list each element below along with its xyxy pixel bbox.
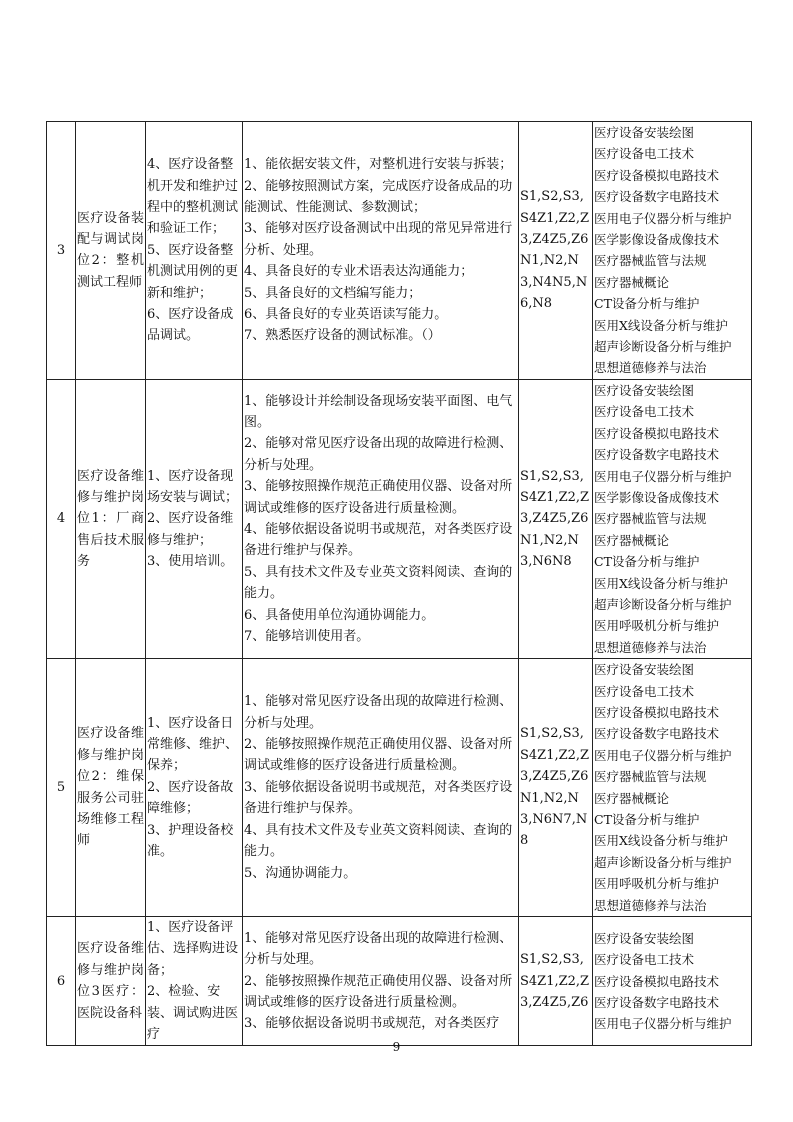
ability-item: 1、能依据安装文件，对整机进行安装与拆装； xyxy=(244,157,513,173)
course-item: 医疗器械监管与法规 xyxy=(594,253,707,269)
ability-item: 1、能够设计并绘制设备现场安装平面图、电气图。 xyxy=(244,393,513,430)
job-table xyxy=(46,121,752,1046)
job-abilities xyxy=(243,659,519,917)
ability-item: 7、熟悉医疗设备的测试标准。（） xyxy=(244,328,441,344)
ability-item: 2、能够按照操作规范正确使用仪器、设备对所调试或维修的医疗设备进行质量检测。 xyxy=(244,737,513,774)
course-item: 医用X线设备分析与维护 xyxy=(594,317,728,333)
course-item: 医疗器械监管与法规 xyxy=(594,511,707,527)
task-item: 1、医疗设备日常维修、维护、保养； xyxy=(147,715,239,774)
course-item: 医学影像设备成像技术 xyxy=(594,489,720,505)
job-tasks xyxy=(146,122,243,380)
task-item: 6、医疗设备成品调试。 xyxy=(147,306,234,344)
standard-codes: S1,S2,S3,S4Z1,Z2,Z3,Z4Z5,Z6 xyxy=(519,917,593,1046)
course-item: 医疗器械概论 xyxy=(594,790,670,806)
course-item: 医用呼吸机分析与维护 xyxy=(594,876,720,892)
course-item: 医疗设备安装绘图 xyxy=(594,662,695,678)
course-item: 医疗器械概论 xyxy=(594,532,670,548)
course-item: 医用电子仪器分析与维护 xyxy=(594,1016,732,1032)
row-number: 5 xyxy=(47,659,76,917)
course-item: 医疗设备数字电路技术 xyxy=(594,726,720,742)
course-item: 医疗设备安装绘图 xyxy=(594,930,695,946)
task-item: 4、医疗设备整机开发和维护过程中的整机测试和验证工作； xyxy=(147,157,239,237)
ability-item: 4、能够依据设备说明书或规范，对各类医疗设备进行维护与保养。 xyxy=(244,522,513,559)
task-item: 3、使用培训。 xyxy=(147,554,234,570)
course-item: 思想道德修养与法治 xyxy=(594,360,707,376)
course-item: CT设备分析与维护 xyxy=(594,812,700,827)
ability-item: 5、具备良好的文档编写能力； xyxy=(244,285,422,301)
course-item: 医疗设备数字电路技术 xyxy=(594,189,720,205)
job-role: 医疗设备维修与维护岗位3医疗：医院设备科 xyxy=(76,917,146,1046)
table-row xyxy=(47,122,752,380)
table-row xyxy=(47,379,752,658)
course-item: 思想道德修养与法治 xyxy=(594,639,707,655)
course-item: 医用呼吸机分析与维护 xyxy=(594,618,720,634)
course-list xyxy=(593,379,752,658)
standard-codes: S1,S2,S3,S4Z1,Z2,Z3,Z4Z5,Z6N1,N2,N3,N6N8 xyxy=(519,379,593,658)
course-item: 医疗设备模拟电路技术 xyxy=(594,425,720,441)
course-item: 超声诊断设备分析与维护 xyxy=(594,854,732,870)
ability-item: 1、能够对常见医疗设备出现的故障进行检测、分析与处理。 xyxy=(244,694,513,731)
course-item: 医疗设备电工技术 xyxy=(594,952,695,968)
job-role: 医疗设备维修与维护岗位2：维保服务公司驻场维修工程师 xyxy=(76,659,146,917)
course-item: 医疗设备数字电路技术 xyxy=(594,994,720,1010)
ability-item: 5、沟通协调能力。 xyxy=(244,865,357,881)
course-item: 医疗设备模拟电路技术 xyxy=(594,704,720,720)
course-item: CT设备分析与维护 xyxy=(594,296,700,312)
table-row xyxy=(47,659,752,917)
course-item: 医疗设备电工技术 xyxy=(594,146,695,162)
ability-item: 2、能够按照测试方案，完成医疗设备成品的功能测试、性能测试、参数测试； xyxy=(244,178,513,215)
ability-item: 7、能够培训使用者。 xyxy=(244,629,370,645)
standard-codes: S1,S2,S3,S4Z1,Z2,Z3,Z4Z5,Z6N1,N2,N3,N4N5,N6,N8 xyxy=(519,122,593,380)
course-item: CT设备分析与维护 xyxy=(594,554,700,570)
ability-item: 3、能够对医疗设备测试中出现的常见异常进行分析、处理。 xyxy=(244,221,513,258)
course-list xyxy=(593,917,752,1046)
course-list xyxy=(593,659,752,917)
course-item: 医疗设备安装绘图 xyxy=(594,125,695,140)
ability-item: 3、能够依据设备说明书或规范，对各类医疗 xyxy=(244,1016,500,1032)
job-abilities xyxy=(243,379,519,658)
ability-item: 4、具备良好的专业术语表达沟通能力； xyxy=(244,264,474,280)
ability-item: 2、能够按照操作规范正确使用仪器、设备对所调试或维修的医疗设备进行质量检测。 xyxy=(244,973,513,1010)
ability-item: 3、能够依据设备说明书或规范，对各类医疗设备进行维护与保养。 xyxy=(244,779,513,817)
course-item: 超声诊断设备分析与维护 xyxy=(594,596,732,612)
job-abilities xyxy=(243,122,519,380)
job-abilities xyxy=(243,917,519,1046)
course-list xyxy=(593,122,752,380)
task-item: 5、医疗设备整机测试用例的更新和维护； xyxy=(147,242,239,301)
ability-item: 6、具备使用单位沟通协调能力。 xyxy=(244,607,435,623)
course-item: 医疗设备数字电路技术 xyxy=(594,447,720,463)
row-number: 4 xyxy=(47,379,76,658)
ability-item: 5、具有技术文件及专业英文资料阅读、查询的能力。 xyxy=(244,564,513,602)
course-item: 思想道德修养与法治 xyxy=(594,897,707,913)
course-item: 超声诊断设备分析与维护 xyxy=(594,339,732,355)
course-item: 医用X线设备分析与维护 xyxy=(594,575,728,591)
task-item: 3、护理设备校准。 xyxy=(147,822,234,860)
task-item: 1、医疗设备评估、选择购进设备； xyxy=(147,920,239,978)
course-item: 医用电子仪器分析与维护 xyxy=(594,210,732,226)
job-tasks xyxy=(146,917,243,1046)
standard-codes: S1,S2,S3,S4Z1,Z2,Z3,Z4Z5,Z6N1,N2,N3,N6N7,N8 xyxy=(519,659,593,917)
course-item: 医疗设备安装绘图 xyxy=(594,382,695,398)
course-item: 医疗设备模拟电路技术 xyxy=(594,973,720,989)
course-item: 医疗器械概论 xyxy=(594,274,670,290)
course-item: 医疗设备电工技术 xyxy=(594,683,695,699)
ability-item: 4、具有技术文件及专业英文资料阅读、查询的能力。 xyxy=(244,822,513,860)
ability-item: 3、能够按照操作规范正确使用仪器、设备对所调试或维修的医疗设备进行质量检测。 xyxy=(244,479,513,516)
ability-item: 2、能够对常见医疗设备出现的故障进行检测、分析与处理。 xyxy=(244,436,513,473)
row-number: 3 xyxy=(47,122,76,380)
ability-item: 1、能够对常见医疗设备出现的故障进行检测、分析与处理。 xyxy=(244,930,513,968)
table-row xyxy=(47,917,752,1046)
job-tasks xyxy=(146,659,243,917)
ability-item: 6、具备良好的专业英语读写能力。 xyxy=(244,306,448,322)
task-item: 1、医疗设备现场安装与调试； xyxy=(147,468,239,505)
page-number: 9 xyxy=(392,1040,401,1054)
task-item: 2、医疗设备故障维修； xyxy=(147,779,234,817)
job-role: 医疗设备装配与调试岗位2：整机测试工程师 xyxy=(76,122,146,380)
task-item: 2、医疗设备维修与维护； xyxy=(147,511,234,548)
course-item: 医用X线设备分析与维护 xyxy=(594,833,728,849)
course-item: 医疗设备模拟电路技术 xyxy=(594,167,720,183)
course-item: 医用电子仪器分析与维护 xyxy=(594,468,732,484)
job-role: 医疗设备维修与维护岗位1：厂商售后技术服务 xyxy=(76,379,146,658)
course-item: 医疗器械监管与法规 xyxy=(594,769,707,785)
course-item: 医疗设备电工技术 xyxy=(594,404,695,420)
course-item: 医学影像设备成像技术 xyxy=(594,232,720,248)
job-tasks xyxy=(146,379,243,658)
course-item: 医用电子仪器分析与维护 xyxy=(594,747,732,763)
task-item: 2、检验、安装、调试购进医疗 xyxy=(147,984,239,1043)
row-number: 6 xyxy=(47,917,76,1046)
